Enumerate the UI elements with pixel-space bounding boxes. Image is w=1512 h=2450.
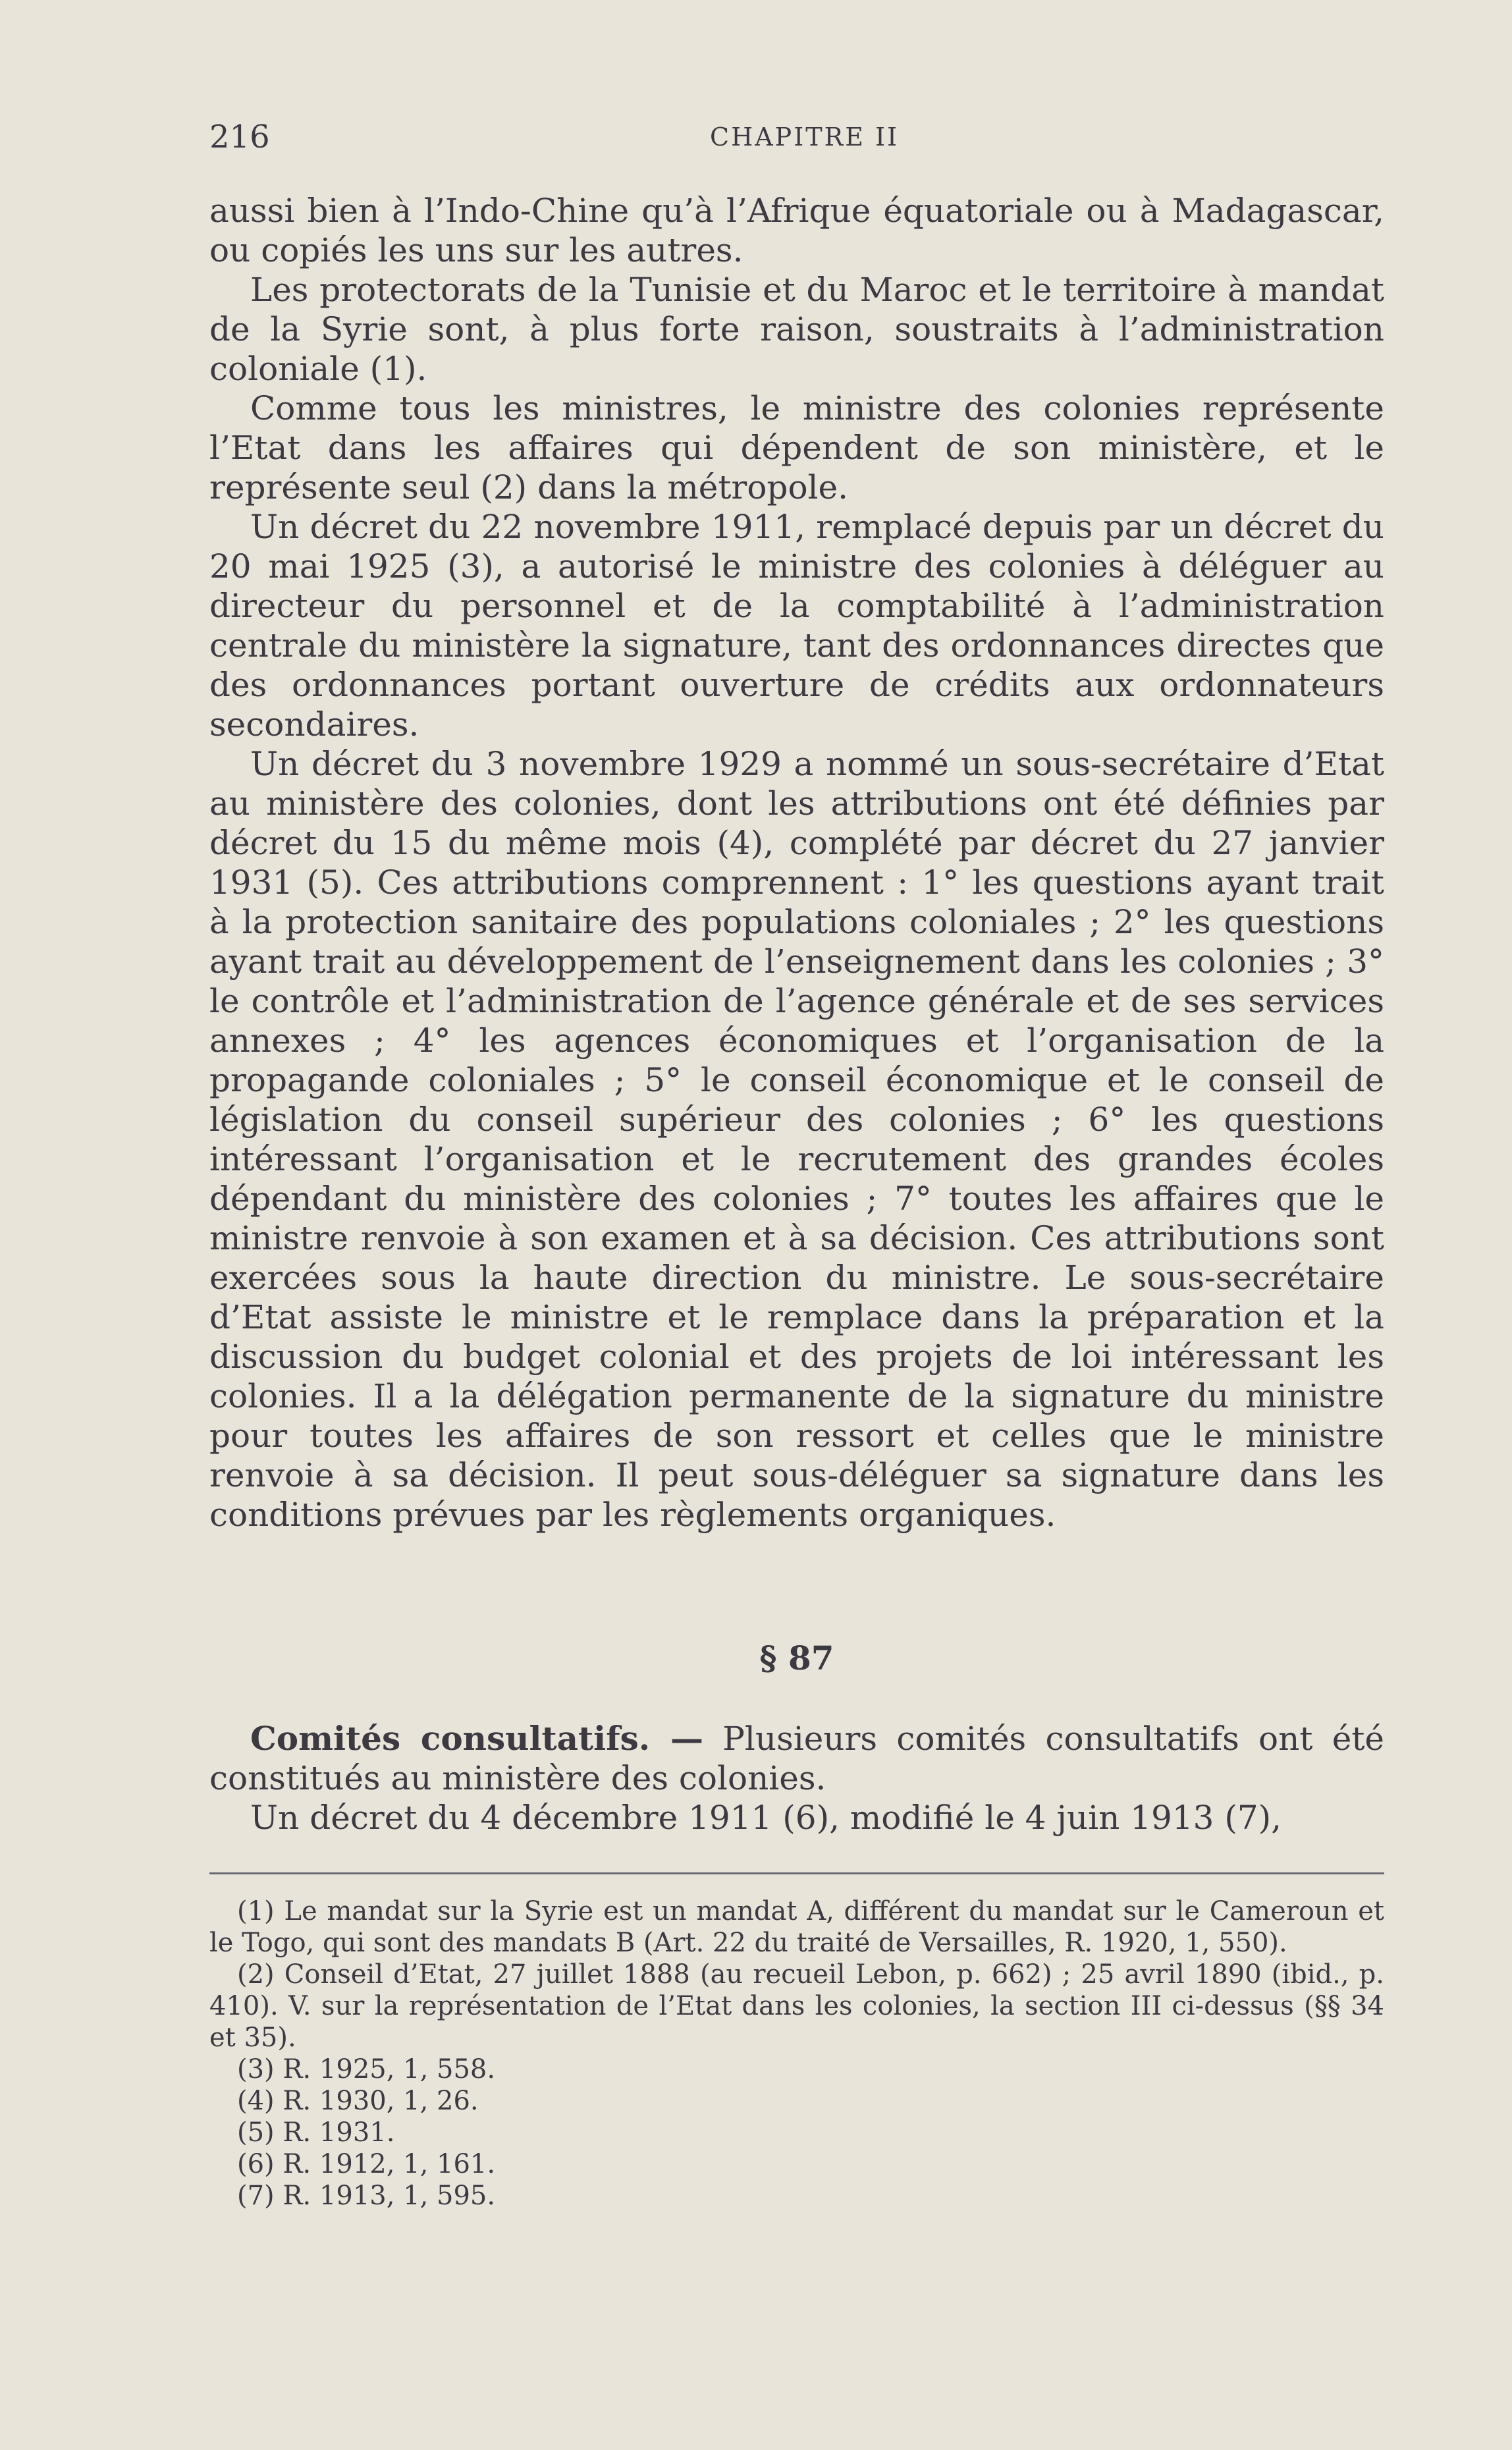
footnote-3: (3) R. 1925, 1, 558. [237,2054,496,2084]
footnote-divider [209,1872,1384,1874]
paragraph-continued: aussi bien à l’Indo-Chine qu’à l’Afrique équatoriale ou à Madagascar, ou copiés les uns sur les autres. [209,192,1384,269]
page-number: 216 [209,119,270,155]
paragraph-sous-secretaire: Un décret du 3 novembre 1929 a nommé un sous-secrétaire d’Etat au ministère des colonies, dont les attributions ont été définies par décret du 15 du même mois (4), complété par décret du 27 janvier 1931 (5). Ces attributions comprennent : 1° les questions ayant trait à la protection sanitaire des populations coloniales ; 2° les questions ayant trait au développement de l’enseignement dans les colonies ; 3° le contrôle et l’administration de l’agence générale et de ses services annexes ; 4° les agences économiques et l’organisation de la propagande coloniales ; 5° le conseil économique et le conseil de législation du conseil supérieur des colonies ; 6° les questions intéressant l’organisation et le recrutement des grandes écoles dépendant du ministère des colonies ; 7° toutes les affaires que le ministre renvoie à son examen et à sa décision. Ces attributions sont exercées sous la haute direction du ministre. Le sous-secrétaire d’Etat assiste le ministre et le remplace dans la préparation et la discussion du budget colonial et des projets de loi intéressant les colonies. Il a la délégation permanente de la signature du ministre pour toutes les affaires de son ressort et celles que le ministre renvoie à sa décision. Il peut sous-déléguer sa signature dans les conditions prévues par les règlements organiques. [209,745,1384,1534]
running-head: CHAPITRE II [710,122,900,151]
paragraph-decret-1911: Un décret du 22 novembre 1911, remplacé depuis par un décret du 20 mai 1925 (3), a autorisé le ministre des colonies à déléguer au directeur du personnel et de la comptabilité à l’administration centrale du ministère la signature, tant des ordonnances directes que des ordonnances portant ouverture de crédits aux ordonnateurs secondaires. [209,508,1384,744]
footnote-5: (5) R. 1931. [237,2117,395,2148]
page-header [209,119,1382,158]
section-first-paragraph [209,1719,1384,1798]
section-first-paragraph-text: Plusieurs comités consultatifs ont été constitués au ministère des colonies. [209,1720,1384,1797]
paragraph-ministres: Comme tous les ministres, le ministre des colonies représente l’Etat dans les affaires qui dépendent de son ministère, et le représente seul (2) dans la métropole. [209,389,1384,506]
body-text [209,191,1384,1535]
footnote-1: (1) Le mandat sur la Syrie est un mandat A, différent du mandat sur le Cameroun et le Togo, qui sont des mandats B (Art. 22 du traité de Versailles, R. 1920, 1, 550). [209,1896,1384,1958]
footnote-4: (4) R. 1930, 1, 26. [237,2086,479,2116]
section-text [209,1719,1384,1838]
footnote-2: (2) Conseil d’Etat, 27 juillet 1888 (au recueil Lebon, p. 662) ; 25 avril 1890 (ibid., p. 410). V. sur la représentation de l’Etat dans les colonies, la section III ci-dessus (§§ 34 et 35). [209,1959,1384,2053]
paragraph-protectorats: Les protectorats de la Tunisie et du Maroc et le territoire à mandat de la Syrie sont, à plus forte raison, soustraits à l’administration coloniale (1). [209,271,1384,388]
footnotes [209,1895,1384,2212]
section-second-paragraph: Un décret du 4 décembre 1911 (6), modifié le 4 juin 1913 (7), [250,1799,1282,1837]
section-heading: Comités consultatifs. — [250,1719,703,1758]
footnote-7: (7) R. 1913, 1, 595. [237,2181,496,2211]
section-number: § 87 [759,1639,834,1677]
footnote-6: (6) R. 1912, 1, 161. [237,2149,496,2179]
